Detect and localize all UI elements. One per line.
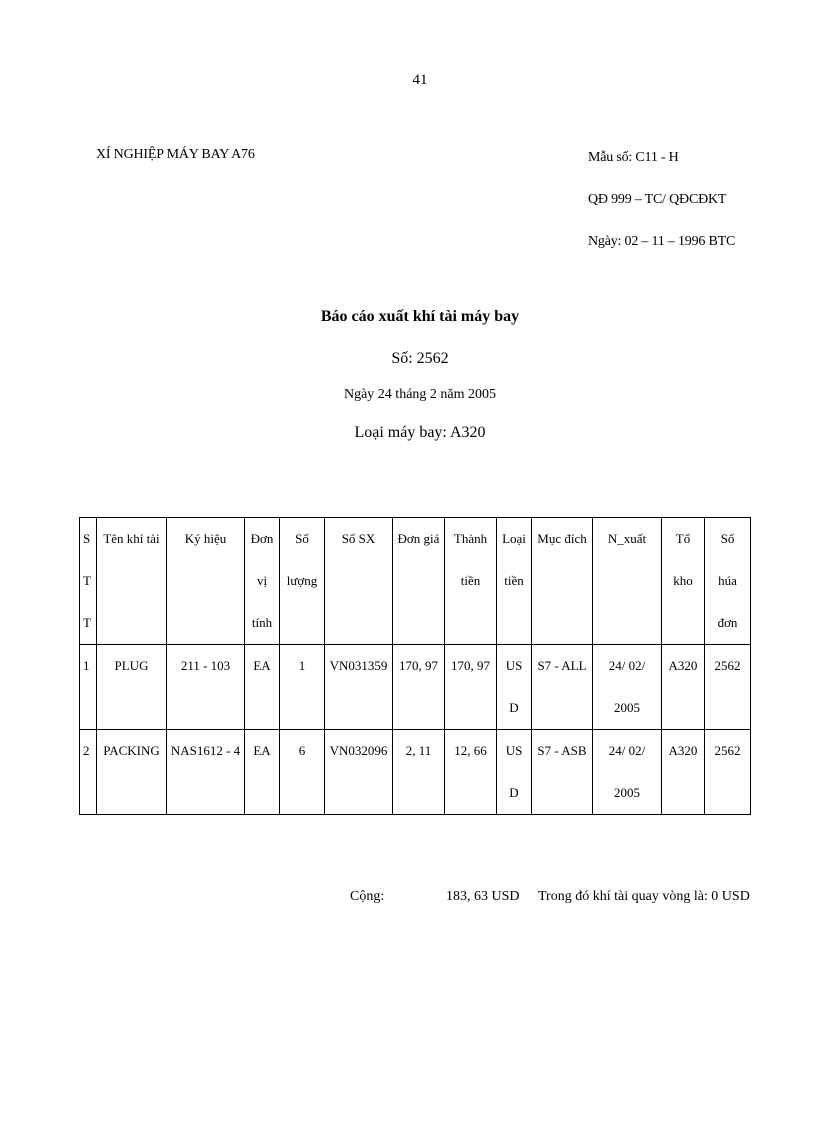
table-row xyxy=(80,645,751,730)
header-stt: S T T xyxy=(80,518,97,645)
cell-unit-price: 2, 11 xyxy=(393,730,445,815)
cell-amount: 12, 66 xyxy=(445,730,497,815)
cell-quantity: 6 xyxy=(280,730,325,815)
cell-unit: EA xyxy=(245,730,280,815)
cell-invoice: 2562 xyxy=(705,730,751,815)
cell-stt: 2 xyxy=(80,730,97,815)
page-number: 41 xyxy=(412,72,428,88)
equipment-table xyxy=(79,517,751,815)
total-note: Trong đó khí tài quay vòng là: 0 USD xyxy=(538,889,750,904)
table-header-row xyxy=(80,518,751,645)
total-value: 183, 63 USD xyxy=(446,889,520,904)
header-purpose: Mục đích xyxy=(532,518,593,645)
cell-purpose: S7 - ALL xyxy=(532,645,593,730)
company-name: XÍ NGHIỆP MÁY BAY A76 xyxy=(96,147,255,162)
cell-name: PACKING xyxy=(97,730,167,815)
header-serial: Số SX xyxy=(325,518,393,645)
header-issue-date: N_xuất xyxy=(593,518,662,645)
report-date: Ngày 24 tháng 2 năm 2005 xyxy=(343,387,497,402)
header-name: Tên khí tài xyxy=(97,518,167,645)
cell-unit: EA xyxy=(245,645,280,730)
cell-invoice: 2562 xyxy=(705,645,751,730)
report-heading xyxy=(0,306,816,444)
form-date: Ngày: 02 – 11 – 1996 BTC xyxy=(588,234,736,249)
cell-quantity: 1 xyxy=(280,645,325,730)
total-label: Cộng: xyxy=(350,889,385,904)
header-currency: Loại tiền xyxy=(497,518,532,645)
form-info xyxy=(588,147,735,273)
header-unit-price: Đơn giá xyxy=(393,518,445,645)
cell-issue-date: 24/ 02/ 2005 xyxy=(593,730,662,815)
header-unit: Đơn vị tính xyxy=(245,518,280,645)
header-store: Tổ kho xyxy=(662,518,705,645)
cell-store: A320 xyxy=(662,645,705,730)
cell-serial: VN032096 xyxy=(325,730,393,815)
cell-issue-date: 24/ 02/ 2005 xyxy=(593,645,662,730)
form-code: Mẫu số: C11 - H xyxy=(588,150,679,165)
header-invoice: Số húa đơn xyxy=(705,518,751,645)
cell-stt: 1 xyxy=(80,645,97,730)
cell-name: PLUG xyxy=(97,645,167,730)
cell-currency: US D xyxy=(497,730,532,815)
cell-store: A320 xyxy=(662,730,705,815)
header-symbol: Ký hiệu xyxy=(167,518,245,645)
cell-currency: US D xyxy=(497,645,532,730)
aircraft-type: Loại máy bay: A320 xyxy=(354,424,486,441)
cell-symbol: NAS1612 - 4 xyxy=(167,730,245,815)
cell-serial: VN031359 xyxy=(325,645,393,730)
header-quantity: Số lượng xyxy=(280,518,325,645)
report-title: Báo cáo xuất khí tài máy bay xyxy=(320,308,520,325)
form-decision: QĐ 999 – TC/ QĐCĐKT xyxy=(588,192,727,207)
table-row xyxy=(80,730,751,815)
header-amount: Thành tiền xyxy=(445,518,497,645)
cell-amount: 170, 97 xyxy=(445,645,497,730)
cell-purpose: S7 - ASB xyxy=(532,730,593,815)
cell-unit-price: 170, 97 xyxy=(393,645,445,730)
cell-symbol: 211 - 103 xyxy=(167,645,245,730)
report-number: Số: 2562 xyxy=(391,350,449,367)
